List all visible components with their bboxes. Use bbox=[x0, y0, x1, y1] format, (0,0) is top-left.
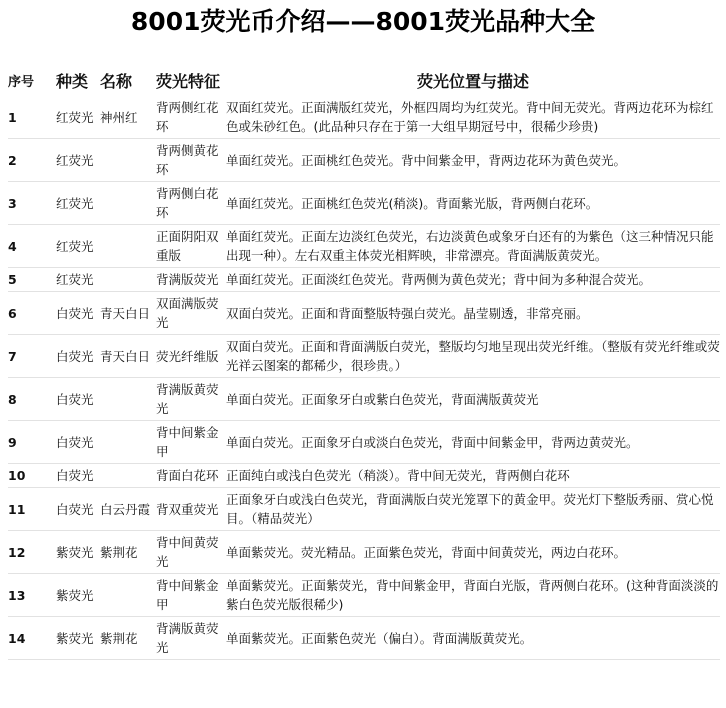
row-name bbox=[100, 182, 156, 225]
row-number: 7 bbox=[8, 335, 56, 378]
row-type: 白荧光 bbox=[56, 335, 100, 378]
row-type: 红荧光 bbox=[56, 96, 100, 139]
row-description: 单面红荧光。正面桃红色荧光。背中间紫金甲，背两边花环为黄色荧光。 bbox=[226, 139, 720, 182]
table-row bbox=[8, 335, 720, 378]
row-feature: 背两侧红花环 bbox=[156, 96, 226, 139]
table-row bbox=[8, 574, 720, 617]
table-row bbox=[8, 617, 720, 660]
row-feature: 背两侧白花环 bbox=[156, 182, 226, 225]
row-type: 白荧光 bbox=[56, 421, 100, 464]
row-type: 紫荧光 bbox=[56, 617, 100, 660]
row-feature: 双面满版荧光 bbox=[156, 292, 226, 335]
row-type: 红荧光 bbox=[56, 225, 100, 268]
table-row bbox=[8, 421, 720, 464]
table-row bbox=[8, 225, 720, 268]
row-feature: 正面阴阳双重版 bbox=[156, 225, 226, 268]
row-name bbox=[100, 225, 156, 268]
row-name bbox=[100, 378, 156, 421]
row-type: 白荧光 bbox=[56, 488, 100, 531]
row-feature: 荧光纤维版 bbox=[156, 335, 226, 378]
row-name: 紫荆花 bbox=[100, 617, 156, 660]
row-type: 红荧光 bbox=[56, 182, 100, 225]
table-row bbox=[8, 488, 720, 531]
table-row bbox=[8, 531, 720, 574]
row-type: 白荧光 bbox=[56, 292, 100, 335]
header-name: 名称 bbox=[100, 71, 133, 91]
row-description: 双面白荧光。正面和背面整版特强白荧光。晶莹剔透，非常亮丽。 bbox=[226, 292, 720, 335]
row-description: 单面红荧光。正面桃红色荧光(稍淡)。背面紫光版，背两侧白花环。 bbox=[226, 182, 720, 225]
row-number: 3 bbox=[8, 182, 56, 225]
row-description: 单面红荧光。正面淡红色荧光。背两侧为黄色荧光；背中间为多种混合荧光。 bbox=[226, 268, 720, 292]
table-row bbox=[8, 182, 720, 225]
row-name bbox=[100, 139, 156, 182]
varieties-table bbox=[8, 64, 720, 660]
row-description: 正面象牙白或浅白色荧光，背面满版白荧光笼罩下的黄金甲。荧光灯下整版秀丽、赏心悦目。（精品荧光） bbox=[226, 488, 720, 531]
table-header-row bbox=[8, 64, 720, 96]
row-number: 4 bbox=[8, 225, 56, 268]
row-name: 白云丹霞 bbox=[100, 488, 156, 531]
row-description: 正面纯白或浅白色荧光（稍淡）。背中间无荧光，背两侧白花环 bbox=[226, 464, 720, 488]
row-number: 14 bbox=[8, 617, 56, 660]
row-type: 紫荧光 bbox=[56, 574, 100, 617]
row-type: 红荧光 bbox=[56, 139, 100, 182]
header-feature: 荧光特征 bbox=[156, 71, 221, 91]
table-row bbox=[8, 378, 720, 421]
row-number: 5 bbox=[8, 268, 56, 292]
row-number: 12 bbox=[8, 531, 56, 574]
row-feature: 背两侧黄花环 bbox=[156, 139, 226, 182]
row-name: 神州红 bbox=[100, 96, 156, 139]
table-row bbox=[8, 268, 720, 292]
row-feature: 背满版黄荧光 bbox=[156, 378, 226, 421]
page-title: 8001荧光币介绍——8001荧光品种大全 bbox=[130, 7, 596, 36]
row-name bbox=[100, 574, 156, 617]
table-row bbox=[8, 139, 720, 182]
row-feature: 背双重荧光 bbox=[156, 488, 226, 531]
row-number: 13 bbox=[8, 574, 56, 617]
row-type: 白荧光 bbox=[56, 378, 100, 421]
row-description: 单面紫荧光。正面紫色荧光（偏白）。背面满版黄荧光。 bbox=[226, 617, 720, 660]
row-description: 双面白荧光。正面和背面满版白荧光，整版均匀地呈现出荧光纤维。（整版有荧光纤维或荧光祥云图案的都稀少，很珍贵。） bbox=[226, 335, 720, 378]
header-type: 种类 bbox=[56, 71, 89, 91]
row-number: 11 bbox=[8, 488, 56, 531]
table-row bbox=[8, 464, 720, 488]
table-row bbox=[8, 96, 720, 139]
row-type: 红荧光 bbox=[56, 268, 100, 292]
row-name: 青天白日 bbox=[100, 292, 156, 335]
row-name: 紫荆花 bbox=[100, 531, 156, 574]
row-description: 单面紫荧光。荧光精品。正面紫色荧光，背面中间黄荧光，两边白花环。 bbox=[226, 531, 720, 574]
row-feature: 背中间紫金甲 bbox=[156, 574, 226, 617]
row-feature: 背满版黄荧光 bbox=[156, 617, 226, 660]
row-description: 单面红荧光。正面左边淡红色荧光，右边淡黄色或象牙白还有的为紫色（这三种情况只能出现一种）。左右双重主体荧光相辉映，非常漂亮。背面满版黄荧光。 bbox=[226, 225, 720, 268]
row-feature: 背满版荧光 bbox=[156, 268, 226, 292]
row-name: 青天白日 bbox=[100, 335, 156, 378]
row-feature: 背中间紫金甲 bbox=[156, 421, 226, 464]
header-no: 序号 bbox=[8, 74, 35, 90]
row-number: 6 bbox=[8, 292, 56, 335]
row-name bbox=[100, 421, 156, 464]
row-number: 2 bbox=[8, 139, 56, 182]
row-number: 8 bbox=[8, 378, 56, 421]
row-type: 白荧光 bbox=[56, 464, 100, 488]
row-name bbox=[100, 464, 156, 488]
row-type: 紫荧光 bbox=[56, 531, 100, 574]
row-description: 双面红荧光。正面满版红荧光，外框四周均为红荧光。背中间无荧光。背两边花环为棕红色或朱砂红色。(此品种只存在于第一大组早期冠号中，很稀少珍贵) bbox=[226, 96, 720, 139]
row-name bbox=[100, 268, 156, 292]
row-feature: 背面白花环 bbox=[156, 464, 226, 488]
row-description: 单面紫荧光。正面紫荧光，背中间紫金甲，背面白光版，背两侧白花环。(这种背面淡淡的紫白色荧光版很稀少) bbox=[226, 574, 720, 617]
row-number: 9 bbox=[8, 421, 56, 464]
row-number: 10 bbox=[8, 464, 56, 488]
row-number: 1 bbox=[8, 96, 56, 139]
header-description: 荧光位置与描述 bbox=[416, 71, 529, 91]
row-description: 单面白荧光。正面象牙白或淡白色荧光，背面中间紫金甲，背两边黄荧光。 bbox=[226, 421, 720, 464]
row-description: 单面白荧光。正面象牙白或紫白色荧光，背面满版黄荧光 bbox=[226, 378, 720, 421]
table-row bbox=[8, 292, 720, 335]
row-feature: 背中间黄荧光 bbox=[156, 531, 226, 574]
